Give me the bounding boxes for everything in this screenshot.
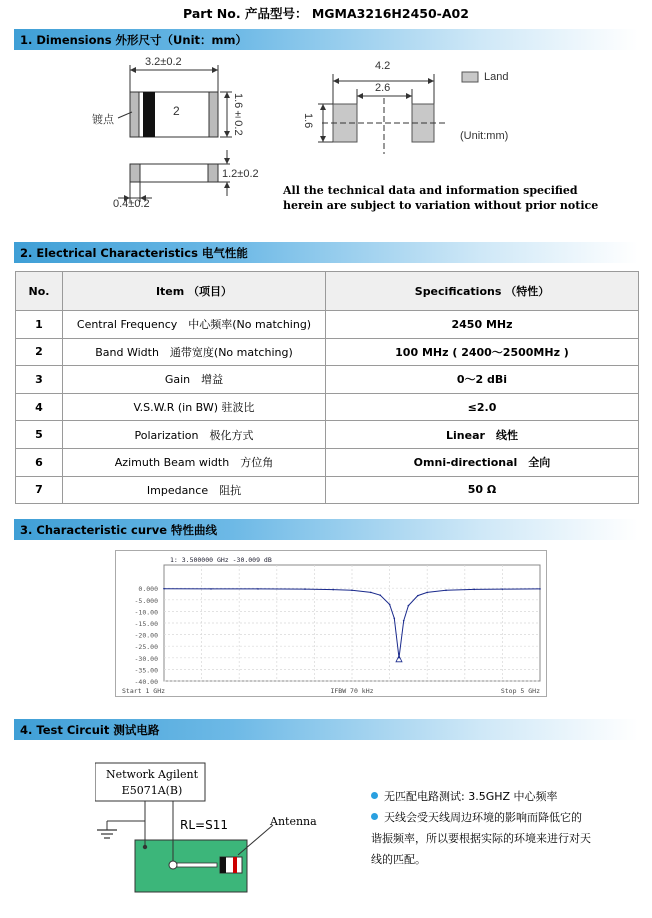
- data-point: [379, 594, 381, 596]
- data-point: [445, 589, 447, 591]
- data-point: [257, 588, 259, 590]
- cell-spec: 100 MHz ( 2400～2500MHz ): [326, 338, 639, 366]
- table-row: [16, 311, 639, 339]
- part-number: MGMA3216H2450-A02: [311, 6, 469, 21]
- x-stop-label: Stop 5 GHz: [500, 687, 540, 695]
- col-header-item: Item （项目）: [63, 272, 326, 311]
- cell-item: Impedance 阻抗: [63, 476, 326, 504]
- cell-no: 5: [16, 421, 63, 449]
- section-curve-header: [14, 519, 638, 540]
- section-dimensions-title: 1. Dimensions 外形尺寸（Unit：mm）: [20, 33, 247, 47]
- notice-text: [283, 183, 598, 213]
- part-number-title: [0, 4, 652, 22]
- y-tick-label: -35.00: [134, 666, 158, 675]
- land-legend-label: Land: [484, 71, 509, 83]
- data-point: [332, 589, 334, 591]
- cell-item: Polarization 极化方式: [63, 421, 326, 449]
- y-tick-label: -15.00: [134, 620, 158, 628]
- analyzer-line-2: E5071A(B): [121, 784, 183, 797]
- return-loss-plot: [116, 551, 546, 696]
- dot-label: 镀点: [92, 114, 114, 126]
- data-point: [473, 589, 475, 591]
- table-row: [16, 393, 639, 421]
- cell-item: Band Width 通带宽度(No matching): [63, 338, 326, 366]
- col-header-no: No.: [16, 272, 63, 311]
- note-1: [371, 786, 591, 807]
- section-electrical-header: [14, 242, 638, 263]
- land-inner-label: 2.6: [375, 82, 391, 94]
- note-1-text: 无匹配电路测试: 3.5GHZ 中心频率: [384, 790, 558, 803]
- unit-label: (Unit:mm): [460, 130, 509, 142]
- cell-spec: 50 Ω: [326, 476, 639, 504]
- data-point: [403, 620, 405, 622]
- notice-line-2: herein are subject to variation without prior notice: [283, 199, 599, 212]
- data-point: [394, 618, 396, 620]
- data-point: [163, 588, 165, 590]
- note-2-line-3: 线的匹配。: [371, 853, 426, 866]
- col-header-spec: Specifications （特性）: [326, 272, 639, 311]
- circuit-notes: [371, 786, 591, 870]
- land-height-label: 1.6: [302, 113, 314, 129]
- cell-spec: ≤2.0: [326, 393, 639, 421]
- cell-no: 4: [16, 393, 63, 421]
- y-tick-label: -10.00: [134, 608, 158, 617]
- marker-readout: 1: 3.500000 GHz -30.009 dB: [170, 556, 272, 564]
- antenna-label: Antenna: [270, 815, 317, 828]
- data-point: [539, 588, 541, 590]
- data-point: [502, 588, 504, 590]
- table-row: [16, 448, 639, 476]
- y-tick-label: -25.00: [134, 643, 158, 652]
- cell-spec: Linear 线性: [326, 421, 639, 449]
- notice-line-1: All the technical data and information specified: [283, 184, 578, 197]
- section-electrical-title: 2. Electrical Characteristics 电气性能: [20, 246, 248, 260]
- y-tick-label: -5.000: [134, 596, 158, 605]
- cell-no: 7: [16, 476, 63, 504]
- length-label: 3.2±0.2: [145, 56, 182, 68]
- chip-side-view: [130, 164, 218, 182]
- y-tick-label: 0.000: [138, 585, 158, 594]
- cell-spec: 2450 MHz: [326, 311, 639, 339]
- spec-table: [15, 271, 639, 504]
- cell-item: Azimuth Beam width 方位角: [63, 448, 326, 476]
- table-row: [16, 476, 639, 504]
- cell-no: 6: [16, 448, 63, 476]
- data-point: [408, 605, 410, 607]
- analyzer-label: [98, 767, 206, 799]
- return-loss-chart: [115, 550, 547, 697]
- cell-spec: Omni-directional 全向: [326, 448, 639, 476]
- chip-dimension-drawing: [80, 52, 280, 220]
- data-point: [417, 595, 419, 597]
- x-start-label: Start 1 GHz: [122, 687, 166, 695]
- section-dimensions-header: [14, 29, 638, 50]
- bullet-icon: [371, 792, 378, 799]
- cell-no: 1: [16, 311, 63, 339]
- cell-item: Central Frequency 中心频率(No matching): [63, 311, 326, 339]
- x-center-label: IFBW 70 kHz: [330, 687, 374, 695]
- rl-label: RL=S11: [180, 818, 228, 832]
- height-label: 1.2±0.2: [222, 168, 259, 180]
- analyzer-line-1: Network Agilent: [105, 768, 199, 781]
- data-point: [389, 604, 391, 606]
- section-curve-title: 3. Characteristic curve 特性曲线: [20, 523, 217, 537]
- note-2-line-1: 天线会受天线周边环境的影响而降低它的: [384, 811, 582, 824]
- width-label: 1.6±0.2: [232, 93, 244, 136]
- cell-item: V.S.W.R (in BW) 驻波比: [63, 393, 326, 421]
- note-2: [371, 807, 591, 828]
- cell-no: 2: [16, 338, 63, 366]
- data-point: [210, 588, 212, 590]
- note-2-line-2: 谐振频率，所以要根据实际的环境来进行对天: [371, 832, 591, 845]
- data-point: [304, 588, 306, 590]
- cell-item: Gain 增益: [63, 366, 326, 394]
- polarity-band: [143, 92, 155, 137]
- land-legend-swatch: [462, 72, 478, 82]
- cell-no: 3: [16, 366, 63, 394]
- table-row: [16, 421, 639, 449]
- land-outer-label: 4.2: [375, 60, 391, 72]
- data-point: [370, 592, 372, 594]
- feed-point: [169, 861, 177, 869]
- section-circuit-header: [14, 719, 638, 740]
- cell-spec: 0～2 dBi: [326, 366, 639, 394]
- terminal-label: 0.4±0.2: [113, 198, 150, 210]
- land-pattern-drawing: [300, 56, 560, 176]
- microstrip-line: [177, 863, 217, 867]
- y-tick-label: -20.00: [134, 631, 158, 640]
- data-point: [351, 589, 353, 591]
- table-row: [16, 366, 639, 394]
- data-point: [426, 592, 428, 594]
- y-tick-label: -30.00: [134, 654, 158, 663]
- bullet-icon: [371, 813, 378, 820]
- chip-marking: 2: [173, 104, 180, 118]
- table-row: [16, 338, 639, 366]
- spec-table-header: [16, 272, 639, 311]
- y-tick-label: -40.00: [134, 678, 158, 686]
- section-circuit-title: 4. Test Circuit 测试电路: [20, 723, 160, 737]
- part-label: Part No. 产品型号：: [183, 6, 308, 21]
